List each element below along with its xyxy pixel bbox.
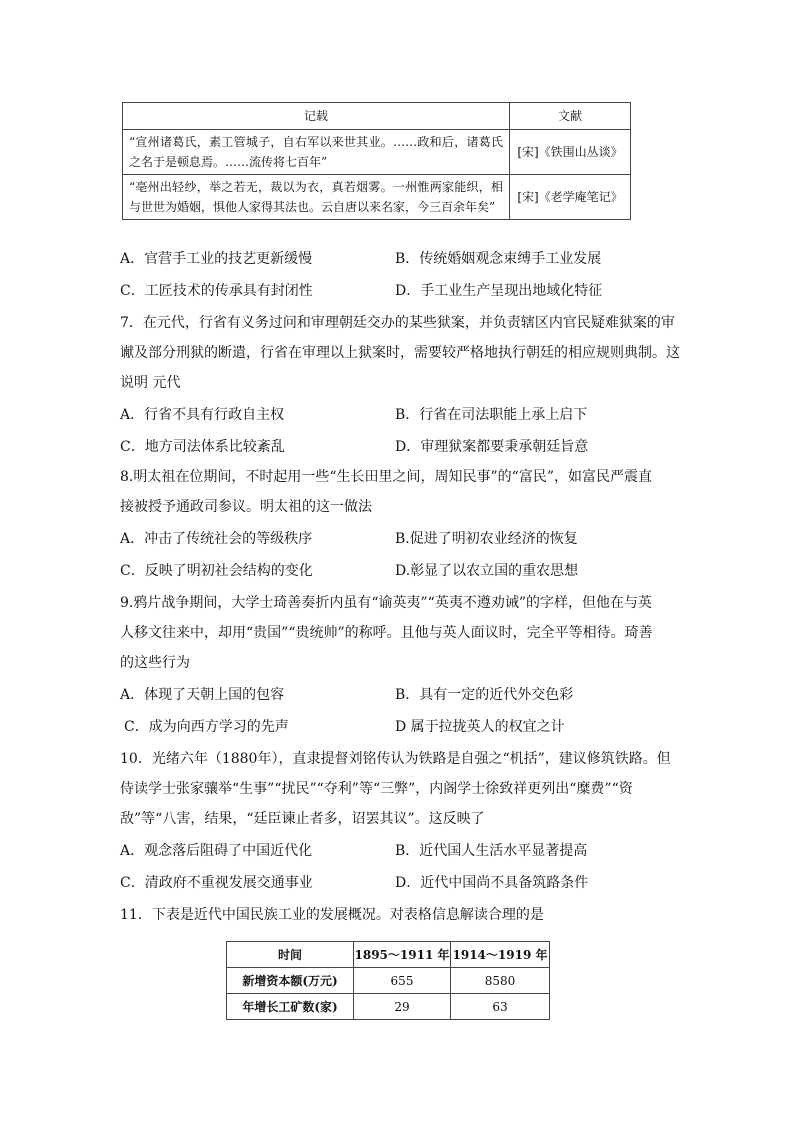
q9-stem-line-3: 的这些行为 [120, 655, 190, 671]
cell-value: 655 [354, 968, 451, 994]
q7-stem-line-3: 说明 元代 [120, 375, 181, 391]
q7-option-b: B．行省在司法职能上承上启下 [395, 407, 588, 423]
row-label: 年增长工矿数(家) [227, 994, 354, 1020]
q10-option-a: A．观念落后阻碍了中国近代化 [120, 843, 313, 859]
q8-option-d: D.彰显了以农立国的重农思想 [395, 563, 579, 579]
data-table-header-period-2: 1914～1919 年 [451, 942, 550, 968]
q7-stem-line-2: 谳及部分刑狱的断遣，行省在审理以上狱案时，需要较严格地执行朝廷的相应规则典制。这 [120, 345, 680, 361]
table-row [123, 175, 631, 220]
record-cell: “亳州出轻纱，举之若无，裁以为衣，真若烟雾。一州惟两家能织，相与世世为婚姻，惧他人家得其法也。云自唐以来名家，今三百余年矣” [123, 175, 510, 220]
q7-option-d: D．审理狱案都要秉承朝廷旨意 [395, 439, 589, 455]
source-table [122, 102, 631, 220]
q6-option-b: B．传统婚姻观念束缚手工业发展 [395, 251, 602, 267]
cell-value: 8580 [451, 968, 550, 994]
q9-stem-line-2: 人移文往来中，却用“贵国”“贵统帅”的称呼。且他与英人面议时，完全平等相待。琦善 [120, 625, 653, 641]
source-cell: [宋]《铁围山丛谈》 [510, 130, 631, 175]
q10-stem-line-3: 敌”等“八害，结果，“廷臣谏止者多，诏罢其议”。这反映了 [120, 811, 485, 827]
row-label: 新增资本额(万元) [227, 968, 354, 994]
source-table-header-row [123, 103, 631, 130]
data-table-header-period-1: 1895～1911 年 [354, 942, 451, 968]
q10-option-d: D．近代中国尚不具备筑路条件 [395, 875, 589, 891]
source-table-header-record: 记载 [123, 103, 510, 130]
source-table-header-source: 文献 [510, 103, 631, 130]
q8-stem-line-2: 接被授予通政司参议。明太祖的这一做法 [120, 499, 372, 515]
q9-stem-line-1: 9.鸦片战争期间，大学士琦善奏折内虽有“谕英夷”“英夷不遵劝诫”的字样，但他在与英 [120, 595, 652, 611]
table-row [123, 130, 631, 175]
q6-option-d: D．手工业生产呈现出地域化特征 [395, 283, 603, 299]
cell-value: 63 [451, 994, 550, 1020]
q6-option-a: A．官营手工业的技艺更新缓慢 [120, 251, 313, 267]
industry-data-table [226, 941, 550, 1020]
q10-option-c: C．清政府不重视发展交通事业 [120, 875, 313, 891]
q6-option-c: C．工匠技术的传承具有封闭性 [120, 283, 313, 299]
q8-option-b: B.促进了明初农业经济的恢复 [395, 531, 578, 547]
q7-option-c: C．地方司法体系比较紊乱 [120, 439, 285, 455]
q8-option-a: A．冲击了传统社会的等级秩序 [120, 531, 313, 547]
cell-value: 29 [354, 994, 451, 1020]
q7-stem-line-1: 7．在元代，行省有义务过问和审理朝廷交办的某些狱案，并负责辖区内官民疑难狱案的审 [120, 315, 675, 331]
q9-option-c: C．成为向西方学习的先声 [124, 719, 289, 735]
q11-stem: 11．下表是近代中国民族工业的发展概况。对表格信息解读合理的是 [120, 907, 544, 923]
q10-option-b: B．近代国人生活水平显著提高 [395, 843, 588, 859]
q7-option-a: A．行省不具有行政自主权 [120, 407, 285, 423]
q9-option-b: B．具有一定的近代外交色彩 [395, 687, 574, 703]
table-row [227, 994, 550, 1020]
q10-stem-line-2: 侍读学士张家骧举“生事”“扰民”“夺利”等“三弊”，内阁学士徐致祥更列出“糜费”“资 [120, 781, 633, 797]
q8-stem-line-1: 8.明太祖在位期间，不时起用一些“生长田里之间，周知民事”的“富民”，如富民严震直 [120, 469, 652, 485]
q8-option-c: C．反映了明初社会结构的变化 [120, 563, 313, 579]
q10-stem-line-1: 10．光绪六年（1880年），直隶提督刘铭传认为铁路是自强之“机括”，建议修筑铁路。但 [120, 751, 671, 767]
q9-option-a: A．体现了天朝上国的包容 [120, 687, 285, 703]
data-table-header-time: 时间 [227, 942, 354, 968]
table-row [227, 968, 550, 994]
source-cell: [宋]《老学庵笔记》 [510, 175, 631, 220]
data-table-header-row [227, 942, 550, 968]
q9-option-d: D 属于拉拢英人的权宜之计 [395, 719, 565, 735]
record-cell: “宣州诸葛氏，素工管城子，自右军以来世其业。……政和后，诸葛氏之名于是顿息焉。……流传将七百年” [123, 130, 510, 175]
